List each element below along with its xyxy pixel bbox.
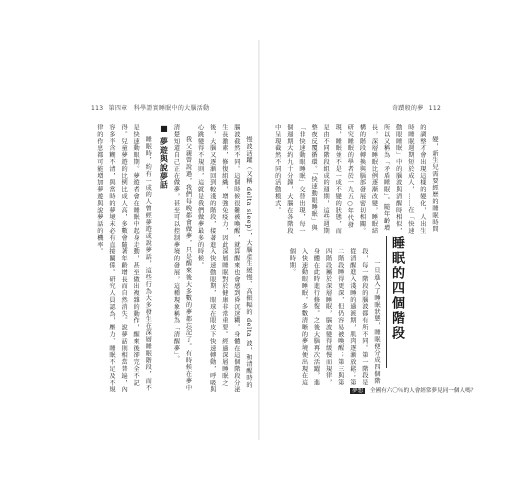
footnote-tag: 夢想: [352, 388, 364, 394]
section-heading-sleep-stages: 睡眠的四個階段: [389, 236, 404, 341]
left-paragraph-3: 睡眠時，約有一成的人曾經夢遊或說夢話，這些行為大多發生在深層睡眠階段，而不是快速動眼期。夢遊者會在睡眠中起身走動，甚至做出複雜的動作，醒來後卻完全不記得。兒童夢遊的比例比成人高，多數會隨著年齡增長而自然消失。說夢話則相當普遍，內容多半含糊不清，與當時的夢境未必有直接關係。研究人員認為，壓力、睡眠不足及不規律的作息都可能增加夢遊與說夢話的機率。: [95, 124, 152, 394]
right-page-body-bottom: [284, 248, 382, 388]
right-paragraph-1: 變，新生兒需要經歷的睡眠時間的調整才會出現這樣的變化，人出生時睡眠週期短於成人，……在「快速動眼睡眠」中的腦波與清醒時相似，所以又稱為「矛盾睡眠」。隨年齡增長，深層睡眠比例逐漸改變，睡眠結構的階段轉換與腦部發展密切相關。研究睡眠的學者於一九五○年代發現，睡眠並不是一成不變的狀態，而是由不同階段組成的週期，這些週期整夜反覆循環。「快速動眼睡眠」與「非快速動眼睡眠」交替出現，每一個週期大約九十分鐘，大腦在各階段中呈現截然不同的活動模式。: [273, 124, 438, 235]
section-heading-text: 夢遊與說夢話: [159, 137, 169, 190]
right-page-header: [392, 103, 444, 112]
bullet-icon: ■: [159, 124, 169, 134]
left-page-body: [95, 124, 254, 394]
left-paragraph-2: 我父親曾說過，我們每晚都會做夢，只是醒來後大多數的夢都忘記了。有時候在夢中清楚知道自己正在做夢，甚至可以控制夢境的發展，這種現象稱為「清醒夢」。: [172, 124, 192, 392]
left-page-number: 113: [91, 105, 104, 112]
right-page-number: 112: [428, 105, 442, 112]
left-page-header: [88, 103, 209, 112]
left-running-title: 第四章 科學證實睡眠中的大腦活動: [108, 105, 210, 112]
right-running-title: 奇蹟般的夢: [392, 105, 424, 112]
right-paragraph-2: 一旦進入了睡眠狀態，睡眠便分成四個階段，每一階段的腦波都有所不同。第一階段是從清醒進入淺睡的過渡期，肌肉逐漸放鬆；第二階段睡得更深，但仍容易被喚醒；第三與第四階段屬於深層睡眠，腦波變得緩慢而規律，身體在此時進行修復。之後大腦再次活躍，進入快速動眼睡眠，多數清晰的夢境便出現在這個時期。: [288, 248, 380, 386]
footnote-text: 全國有六〇％的人會經常夢見同一個人嗎？: [369, 388, 477, 394]
right-page-body-top: [273, 124, 440, 236]
footnote: [350, 386, 476, 394]
left-paragraph-1: 慢波活躍（又稱 delta sleep），大腦產生緩慢、高振幅的 delta 波，和清醒時的腦波截然不同。這個時候很難被喚醒，就算醒來也會感到昏沉迷糊。身體在這個階段分泌生長激素，修復組織，增強免疫力，因此深層睡眠對於健康非常重要。經過深層睡眠之後，大腦又逐漸回到較淺的階段，接著進入快速動眼期，眼球在眼皮下快速轉動，呼吸與心跳變得不規則，這就是我們做夢最多的時候。: [196, 124, 252, 394]
page-gutter: [258, 40, 260, 440]
section-heading-sleepwalking: [153, 124, 169, 394]
